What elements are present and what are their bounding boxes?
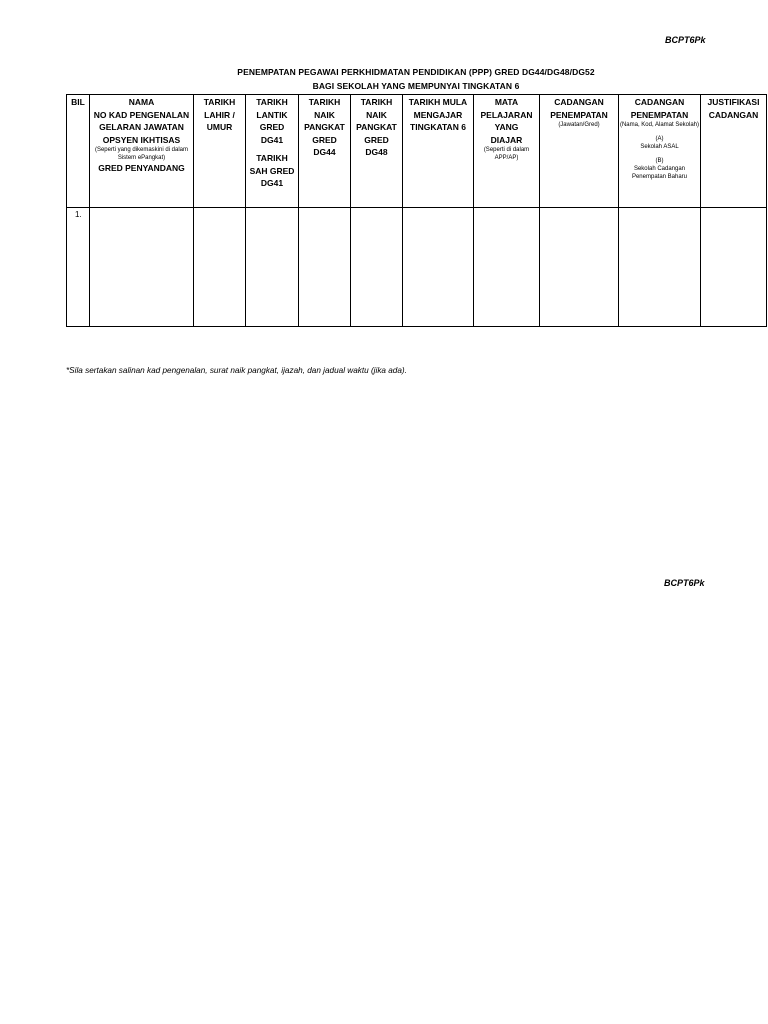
table-row — [67, 208, 767, 327]
form-title-line1: PENEMPATAN PEGAWAI PERKHIDMATAN PENDIDIKAN (PPP) GRED DG44/DG48/DG52 — [237, 67, 595, 77]
header-tarikh-lahir: TARIKH LAHIR / UMUR — [194, 95, 246, 208]
cell-bil[interactable] — [67, 208, 90, 327]
header-cadangan-sekolah: CADANGAN PENEMPATAN (Nama, Kod, Alamat Sekolah) (A) Sekolah ASAL (B) Sekolah Cadangan Penempatan Baharu — [619, 95, 701, 208]
header-cadangan-jawatan: CADANGAN PENEMPATAN (Jawatan/Gred) — [540, 95, 619, 208]
row-number: 1. — [75, 210, 82, 219]
header-naik-pangkat-dg44: TARIKH NAIK PANGKAT GRED DG44 — [299, 95, 351, 208]
header-justifikasi: JUSTIFIKASI CADANGAN — [701, 95, 767, 208]
cell-naik-pangkat-dg48[interactable] — [351, 208, 403, 327]
header-mata-note: (Seperti di dalam APP/AP) — [483, 147, 530, 161]
cell-nama[interactable] — [90, 208, 194, 327]
header-mata-pelajaran: MATA PELAJARAN YANG DIAJAR (Seperti di dalam APP/AP) — [474, 95, 540, 208]
header-cadangan-sekolah-note: (Nama, Kod, Alamat Sekolah) — [619, 122, 700, 128]
cell-naik-pangkat-dg44[interactable] — [299, 208, 351, 327]
header-nama: NAMA NO KAD PENGENALAN GELARAN JAWATAN OPSYEN IKHTISAS (Seperti yang dikemaskini di dalam Sistem ePangkat) GRED PENYANDANG — [90, 95, 194, 208]
header-naik-pangkat-dg48: TARIKH NAIK PANGKAT GRED DG48 — [351, 95, 403, 208]
header-tarikh-lantik: TARIKH LANTIK GRED DG41 TARIKH SAH GRED DG41 — [246, 95, 299, 208]
header-cadangan-jawatan-note: (Jawatan/Gred) — [558, 122, 600, 128]
footnote: *Sila sertakan salinan kad pengenalan, surat naik pangkat, ijazah, dan jadual waktu (jika ada). — [66, 366, 407, 375]
cell-mata-pelajaran[interactable] — [474, 208, 540, 327]
document-code-mid: BCPT6Pk — [664, 578, 705, 588]
sekolah-asal-label: (A) — [655, 136, 664, 142]
cell-justifikasi[interactable] — [701, 208, 767, 327]
cell-tarikh-lahir[interactable] — [194, 208, 246, 327]
header-tarikh-mula-mengajar: TARIKH MULA MENGAJAR TINGKATAN 6 — [403, 95, 474, 208]
placement-form-table — [66, 94, 767, 327]
header-bil: BIL — [67, 95, 90, 208]
header-nama-note: (Seperti yang dikemaskini di dalam Sistem ePangkat) — [94, 147, 189, 161]
table-header-row — [67, 95, 767, 208]
cell-tarikh-mula-mengajar[interactable] — [403, 208, 474, 327]
form-title-line2: BAGI SEKOLAH YANG MEMPUNYAI TINGKATAN 6 — [312, 81, 520, 91]
sekolah-baharu-label: (B) — [655, 158, 664, 164]
cell-cadangan-jawatan[interactable] — [540, 208, 619, 327]
cell-cadangan-sekolah[interactable] — [619, 208, 701, 327]
document-code-top: BCPT6Pk — [665, 35, 706, 45]
cell-tarikh-lantik[interactable] — [246, 208, 299, 327]
